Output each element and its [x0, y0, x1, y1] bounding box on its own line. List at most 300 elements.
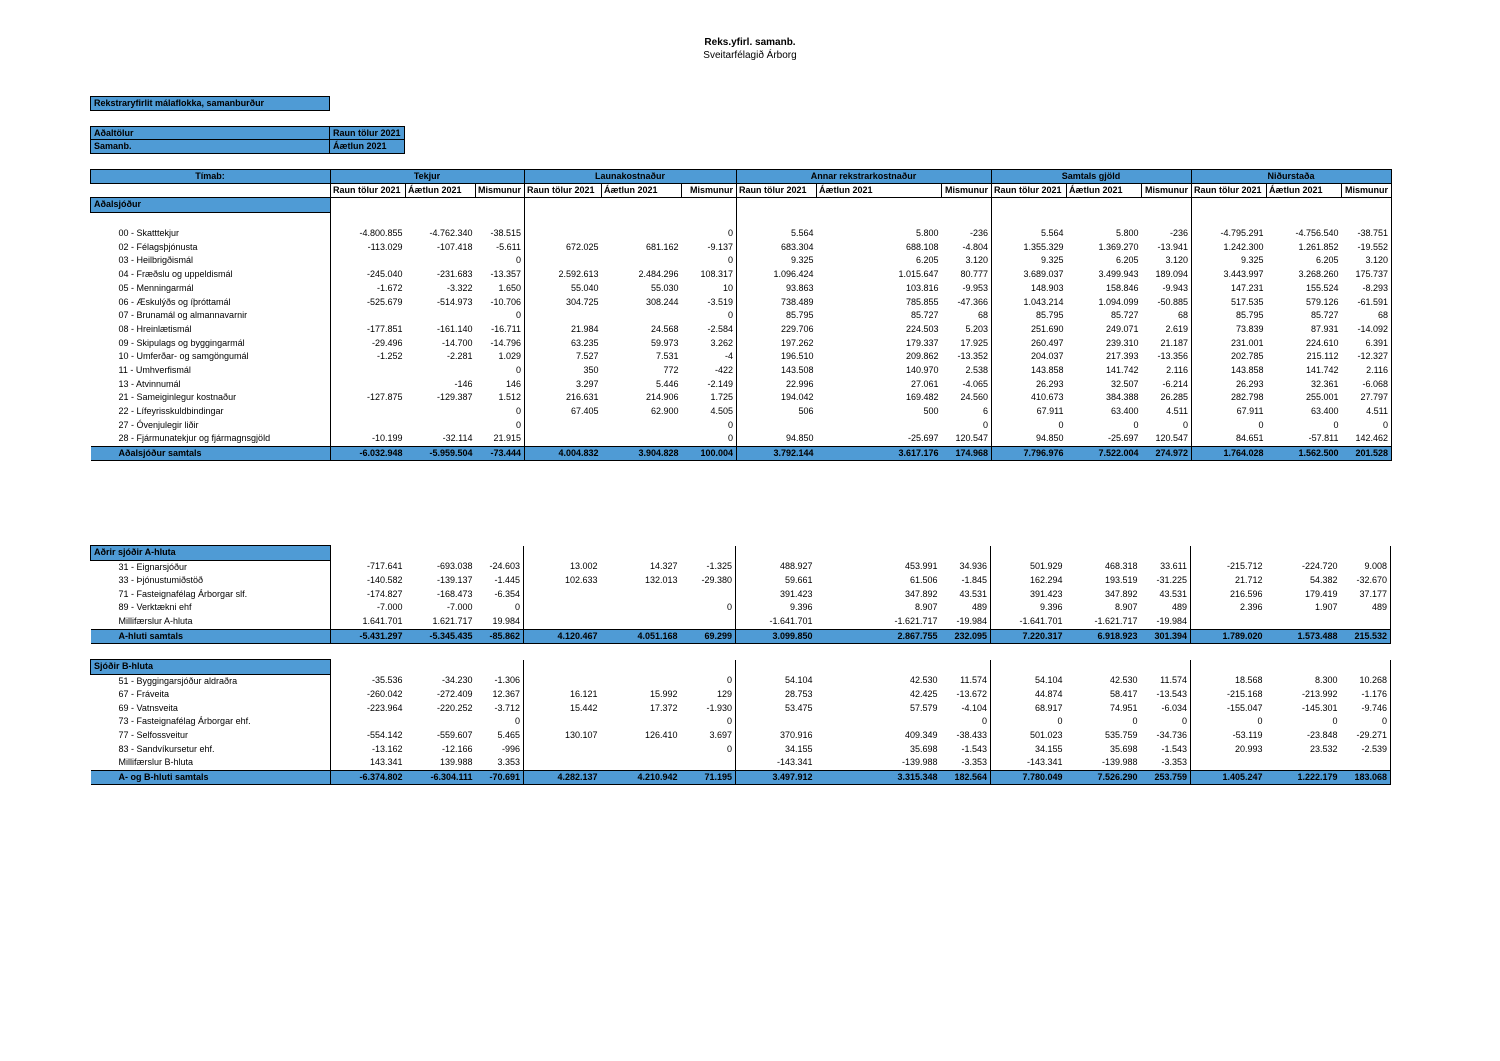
- cell-samtals-gjold-mismunur: 33.611: [1160, 561, 1187, 572]
- cell-nidurstada-mismunur: -14.092: [1342, 323, 1392, 337]
- cell-tekjur-raun: [331, 212, 406, 227]
- row-label: Millifærslur B-hluta: [118, 757, 194, 768]
- cell-nidurstada-mismunur: 37.177: [1341, 588, 1391, 602]
- cell-tekjur-mismunur: -5.611: [496, 241, 522, 252]
- table-row: [91, 588, 1391, 602]
- cell-launakostnadur-raun: 67.405: [525, 405, 602, 419]
- cell-launakostnadur-mismunur: -1.325: [706, 561, 732, 572]
- cell-launakostnadur-raun: [525, 419, 602, 433]
- table-row: [91, 743, 1391, 757]
- cell-nidurstada-mismunur: 10.268: [1341, 674, 1391, 688]
- cell-annar-rekstrarkostnadur-aetlun: 224.503: [905, 323, 939, 334]
- cell-launakostnadur-mismunur: 1.725: [710, 392, 734, 403]
- cell-annar-rekstrarkostnadur-mismunur: -47.366: [957, 296, 989, 307]
- cell-tekjur-mismunur: 21.915: [493, 433, 522, 444]
- table-row: [91, 756, 1391, 770]
- cell-samtals-gjold-mismunur: 2.116: [1166, 364, 1189, 375]
- cell-annar-rekstrarkostnadur-aetlun: [816, 546, 941, 561]
- cell-nidurstada-raun: 21.712: [1191, 574, 1266, 588]
- cell-nidurstada-aetlun: [1266, 615, 1341, 629]
- cell-nidurstada-aetlun: 0: [1332, 716, 1338, 727]
- cell-samtals-gjold-raun: 9.325: [992, 254, 1067, 268]
- cell-nidurstada-aetlun: 8.300: [1314, 675, 1338, 686]
- adalsjodur-table: [90, 169, 1392, 461]
- cell-tekjur-mismunur: -996: [501, 743, 520, 754]
- cell-launakostnadur-aetlun: [601, 756, 681, 770]
- cell-annar-rekstrarkostnadur-raun: 34.155: [736, 743, 816, 757]
- table-row: [91, 560, 1391, 574]
- cell-launakostnadur-aetlun: [601, 546, 681, 561]
- cell-nidurstada-raun: 1.764.028: [1192, 446, 1267, 461]
- row-label: 27 - Óvenjulegir liðir: [118, 419, 199, 430]
- cell-launakostnadur-aetlun: 14.327: [649, 561, 678, 572]
- row-label: 11 - Umhverfismál: [118, 364, 191, 375]
- cell-samtals-gjold-mismunur: 21.187: [1160, 337, 1189, 348]
- cell-samtals-gjold-raun: 501.929: [991, 560, 1066, 574]
- cell-launakostnadur-raun: 2.592.613: [525, 268, 602, 282]
- cell-samtals-gjold-mismunur: 2.619: [1165, 323, 1189, 334]
- table-row: [91, 295, 1392, 309]
- document-title-block: [0, 37, 1500, 62]
- cell-launakostnadur-mismunur: 3.697: [709, 730, 732, 741]
- cell-nidurstada-raun: 231.001: [1192, 337, 1267, 351]
- cell-annar-rekstrarkostnadur-aetlun: 1.015.647: [898, 269, 939, 280]
- group-header-tekjur: Tekjur: [331, 170, 525, 184]
- cell-samtals-gjold-raun: [991, 660, 1066, 675]
- cell-annar-rekstrarkostnadur-raun: 506: [737, 405, 817, 419]
- subheader-cell-annar-rekstrarkostnadur-aetlun: Áætlun 2021: [817, 184, 942, 198]
- cell-launakostnadur-aetlun: [602, 198, 682, 213]
- cell-nidurstada-mismunur: 183.068: [1341, 770, 1391, 785]
- cell-tekjur-raun: -13.162: [331, 743, 406, 757]
- cell-launakostnadur-mismunur: [681, 756, 736, 770]
- cell-annar-rekstrarkostnadur-aetlun: 85.727: [910, 310, 939, 321]
- cell-nidurstada-aetlun: 32.361: [1310, 378, 1339, 389]
- cell-samtals-gjold-aetlun: [1067, 212, 1142, 227]
- subheader-spacer: [91, 184, 331, 198]
- cell-samtals-gjold-aetlun: 7.526.290: [1066, 770, 1141, 785]
- cell-tekjur-mismunur: 12.367: [492, 689, 520, 700]
- cell-annar-rekstrarkostnadur-aetlun: 409.349: [904, 730, 938, 741]
- cell-nidurstada-raun: 20.993: [1191, 743, 1266, 757]
- cell-tekjur-mismunur: [476, 198, 525, 213]
- cell-annar-rekstrarkostnadur-raun: -1.641.701: [736, 615, 816, 629]
- cell-annar-rekstrarkostnadur-mismunur: -4.804: [962, 241, 989, 252]
- cell-tekjur-aetlun: -14.700: [441, 337, 473, 348]
- cell-samtals-gjold-aetlun: 158.846: [1105, 282, 1139, 293]
- cell-samtals-gjold-raun: [992, 212, 1067, 227]
- cell-tekjur-raun: -140.582: [331, 574, 406, 588]
- cell-tekjur-mismunur: 146: [505, 378, 522, 389]
- cell-annar-rekstrarkostnadur-raun: 370.916: [736, 729, 816, 743]
- cell-samtals-gjold-aetlun: 141.742: [1105, 364, 1139, 375]
- cell-samtals-gjold-aetlun: 32.507: [1110, 378, 1139, 389]
- cell-launakostnadur-mismunur: 69.299: [681, 629, 736, 644]
- cell-tekjur-raun: 1.641.701: [331, 615, 406, 629]
- cell-nidurstada-raun: -53.119: [1191, 729, 1266, 743]
- cell-samtals-gjold-mismunur: [1141, 660, 1191, 675]
- column-group-header-row: [91, 170, 1392, 184]
- cell-annar-rekstrarkostnadur-raun: 194.042: [737, 391, 817, 405]
- cell-launakostnadur-mismunur: 100.004: [682, 446, 737, 461]
- cell-samtals-gjold-aetlun: 249.071: [1105, 323, 1139, 334]
- cell-launakostnadur-raun: 4.120.467: [524, 629, 601, 644]
- cell-annar-rekstrarkostnadur-aetlun: 785.855: [905, 296, 939, 307]
- cell-launakostnadur-mismunur: [682, 198, 737, 213]
- cell-nidurstada-aetlun: 1.573.488: [1266, 629, 1341, 644]
- cell-samtals-gjold-mismunur: 4.511: [1166, 406, 1189, 417]
- cell-tekjur-aetlun: -12.166: [441, 743, 473, 754]
- cell-annar-rekstrarkostnadur-raun: [736, 546, 816, 561]
- cell-annar-rekstrarkostnadur-mismunur: -19.984: [956, 616, 987, 627]
- table-row: [91, 364, 1392, 378]
- cell-tekjur-mismunur: 0: [514, 716, 520, 727]
- cell-annar-rekstrarkostnadur-aetlun: 103.816: [905, 282, 939, 293]
- cell-launakostnadur-raun: 350: [525, 364, 602, 378]
- cell-tekjur-raun: -35.536: [331, 674, 406, 688]
- cell-tekjur-mismunur: 1.512: [498, 392, 522, 403]
- cell-annar-rekstrarkostnadur-aetlun: 27.061: [910, 378, 939, 389]
- cell-annar-rekstrarkostnadur-raun: 1.096.424: [737, 268, 817, 282]
- cell-launakostnadur-mismunur: 129: [716, 689, 732, 700]
- cell-launakostnadur-aetlun: 15.992: [649, 689, 678, 700]
- cell-nidurstada-aetlun: 0: [1333, 419, 1339, 430]
- cell-launakostnadur-raun: [525, 227, 602, 241]
- cell-tekjur-mismunur: [476, 546, 524, 561]
- cell-tekjur-aetlun: -5.345.435: [406, 629, 476, 644]
- cell-nidurstada-aetlun: [1267, 212, 1342, 227]
- cell-launakostnadur-mismunur: 3.262: [710, 337, 734, 348]
- cell-nidurstada-mismunur: 215.532: [1341, 629, 1391, 644]
- cell-samtals-gjold-aetlun: [1066, 546, 1141, 561]
- table-row: [91, 337, 1392, 351]
- cell-nidurstada-mismunur: 489: [1341, 601, 1391, 615]
- cell-tekjur-mismunur: 19.984: [492, 616, 520, 627]
- cell-samtals-gjold-mismunur: 274.972: [1142, 446, 1192, 461]
- cell-samtals-gjold-mismunur: -3.353: [1161, 757, 1187, 768]
- row-label: 31 - Eignarsjóður: [118, 561, 188, 572]
- cell-annar-rekstrarkostnadur-mismunur: -1.845: [961, 575, 987, 586]
- cell-launakostnadur-mismunur: 10: [723, 282, 734, 293]
- cell-tekjur-raun: -4.800.855: [331, 227, 406, 241]
- cell-nidurstada-raun: 143.858: [1192, 364, 1267, 378]
- cell-annar-rekstrarkostnadur-aetlun: -139.988: [901, 757, 938, 768]
- cell-nidurstada-raun: [1191, 546, 1266, 561]
- cell-launakostnadur-aetlun: 772: [663, 364, 679, 375]
- table-row: [91, 419, 1392, 433]
- cell-annar-rekstrarkostnadur-raun: 3.497.912: [736, 770, 816, 785]
- cell-samtals-gjold-raun: 1.043.214: [992, 295, 1067, 309]
- cell-tekjur-raun: -10.199: [331, 432, 406, 446]
- cell-annar-rekstrarkostnadur-aetlun: 140.970: [905, 364, 939, 375]
- comparison-settings-block: [90, 126, 405, 154]
- cell-samtals-gjold-mismunur: [1141, 546, 1191, 561]
- cell-tekjur-raun: [331, 419, 406, 433]
- table-row: [91, 350, 1392, 364]
- group-header-launakostnadur: Launakostnaður: [525, 170, 737, 184]
- cell-launakostnadur-mismunur: 4.505: [710, 406, 734, 417]
- cell-tekjur-raun: [331, 198, 406, 213]
- cell-annar-rekstrarkostnadur-raun: 59.661: [736, 574, 816, 588]
- cell-annar-rekstrarkostnadur-raun: 196.510: [737, 350, 817, 364]
- cell-launakostnadur-raun: [524, 601, 601, 615]
- cell-samtals-gjold-mismunur: [1142, 198, 1192, 213]
- table-row: [91, 282, 1392, 296]
- row-label: 04 - Fræðslu og uppeldismál: [118, 269, 233, 280]
- cell-nidurstada-raun: [1192, 212, 1267, 227]
- cell-annar-rekstrarkostnadur-raun: [736, 660, 816, 675]
- row-label: 21 - Sameiginlegur kostnaður: [118, 392, 237, 403]
- cell-tekjur-raun: -525.679: [331, 295, 406, 309]
- cell-launakostnadur-aetlun: 126.410: [644, 730, 678, 741]
- subheader-cell-nidurstada-aetlun: Áætlun 2021: [1267, 184, 1342, 198]
- cell-samtals-gjold-aetlun: -139.988: [1101, 757, 1138, 768]
- cell-nidurstada-mismunur: -12.327: [1342, 350, 1392, 364]
- cell-annar-rekstrarkostnadur-mismunur: 34.936: [959, 561, 987, 572]
- cell-samtals-gjold-raun: 148.903: [992, 282, 1067, 296]
- cell-tekjur-mismunur: 1.029: [498, 351, 522, 362]
- cell-samtals-gjold-raun: 26.293: [992, 378, 1067, 392]
- cell-samtals-gjold-raun: 251.690: [992, 323, 1067, 337]
- cell-nidurstada-raun: 9.325: [1192, 254, 1267, 268]
- cell-annar-rekstrarkostnadur-raun: 391.423: [736, 588, 816, 602]
- cell-nidurstada-aetlun: 87.931: [1310, 323, 1339, 334]
- cell-launakostnadur-raun: [524, 588, 601, 602]
- cell-nidurstada-mismunur: 4.511: [1342, 405, 1392, 419]
- row-label: 05 - Menningarmál: [118, 282, 194, 293]
- cell-samtals-gjold-aetlun: 6.918.923: [1066, 629, 1141, 644]
- cell-samtals-gjold-mismunur: 0: [1181, 716, 1187, 727]
- cell-annar-rekstrarkostnadur-aetlun: -25.697: [907, 433, 939, 444]
- subheader-cell-nidurstada-raun: Raun tölur 2021: [1192, 184, 1267, 198]
- cell-launakostnadur-raun: 102.633: [524, 574, 601, 588]
- cell-annar-rekstrarkostnadur-aetlun: 179.337: [905, 337, 939, 348]
- table-row: [91, 268, 1392, 282]
- cell-launakostnadur-raun: 15.442: [524, 702, 601, 716]
- cell-launakostnadur-aetlun: 55.030: [650, 282, 679, 293]
- cell-tekjur-aetlun: [406, 212, 476, 227]
- cell-tekjur-mismunur: 0: [516, 255, 522, 266]
- sub-header-row: [91, 184, 1392, 198]
- cell-tekjur-aetlun: -107.418: [436, 241, 473, 252]
- cell-annar-rekstrarkostnadur-mismunur: 3.120: [965, 255, 989, 266]
- meta-row-samanb: [90, 140, 405, 154]
- table-row: [91, 309, 1392, 323]
- cell-tekjur-aetlun: [406, 405, 476, 419]
- cell-samtals-gjold-aetlun: -1.621.717: [1094, 616, 1138, 627]
- cell-nidurstada-aetlun: -4.756.540: [1295, 228, 1339, 239]
- cell-nidurstada-aetlun: -213.992: [1301, 689, 1338, 700]
- cell-annar-rekstrarkostnadur-mismunur: 5.203: [965, 323, 989, 334]
- cell-launakostnadur-raun: [525, 309, 602, 323]
- cell-nidurstada-mismunur: 0: [1342, 419, 1392, 433]
- group-header-nidurstada: Niðurstaða: [1192, 170, 1392, 184]
- cell-tekjur-mismunur: -13.357: [490, 269, 522, 280]
- cell-nidurstada-aetlun: 179.419: [1304, 588, 1338, 599]
- cell-tekjur-raun: 143.341: [331, 756, 406, 770]
- cell-annar-rekstrarkostnadur-mismunur: 17.925: [960, 337, 989, 348]
- cell-samtals-gjold-raun: 162.294: [991, 574, 1066, 588]
- row-label: 10 - Umferðar- og samgöngumál: [118, 351, 249, 362]
- cell-tekjur-mismunur: [476, 212, 525, 227]
- cell-tekjur-aetlun: -5.959.504: [406, 446, 476, 461]
- cell-annar-rekstrarkostnadur-raun: 93.863: [737, 282, 817, 296]
- cell-nidurstada-mismunur: -32.670: [1341, 574, 1391, 588]
- cell-tekjur-mismunur: 0: [516, 364, 522, 375]
- cell-samtals-gjold-aetlun: 35.698: [1109, 743, 1138, 754]
- section-title: Aðrir sjóðir A-hluta: [91, 546, 331, 561]
- cell-tekjur-raun: -6.374.802: [331, 770, 406, 785]
- row-label: 71 - Fasteignafélag Árborgar slf.: [118, 588, 248, 599]
- cell-launakostnadur-mismunur: [681, 660, 736, 675]
- cell-launakostnadur-mismunur: 0: [726, 602, 732, 613]
- cell-tekjur-raun: -29.496: [331, 337, 406, 351]
- cell-annar-rekstrarkostnadur-mismunur: -236: [970, 228, 989, 239]
- cell-tekjur-raun: -174.827: [331, 588, 406, 602]
- row-label: 51 - Byggingarsjóður aldraðra: [118, 675, 238, 686]
- cell-annar-rekstrarkostnadur-raun: 9.325: [737, 254, 817, 268]
- cell-samtals-gjold-raun: 44.874: [991, 688, 1066, 702]
- cell-launakostnadur-aetlun: [601, 601, 681, 615]
- cell-annar-rekstrarkostnadur-raun: 85.795: [737, 309, 817, 323]
- cell-annar-rekstrarkostnadur-raun: [737, 419, 817, 433]
- cell-samtals-gjold-aetlun: 6.205: [1115, 255, 1139, 266]
- cell-annar-rekstrarkostnadur-mismunur: 6: [983, 406, 989, 417]
- doc-title: Reks.yfirl. samanb.: [704, 37, 796, 48]
- cell-samtals-gjold-aetlun: [1066, 660, 1141, 675]
- cell-samtals-gjold-aetlun: 468.318: [1104, 561, 1138, 572]
- cell-nidurstada-mismunur: [1342, 212, 1392, 227]
- cell-samtals-gjold-raun: 7.220.317: [991, 629, 1066, 644]
- cell-nidurstada-aetlun: [1266, 756, 1341, 770]
- cell-annar-rekstrarkostnadur-mismunur: 120.547: [955, 433, 989, 444]
- subheader-cell-tekjur-aetlun: Áætlun 2021: [406, 184, 476, 198]
- cell-nidurstada-aetlun: 579.126: [1305, 296, 1339, 307]
- cell-tekjur-aetlun: [406, 198, 476, 213]
- cell-tekjur-mismunur: 0: [514, 602, 520, 613]
- subheader-cell-launakostnadur-aetlun: Áætlun 2021: [602, 184, 682, 198]
- cell-tekjur-mismunur: -85.862: [476, 629, 524, 644]
- cell-nidurstada-aetlun: [1267, 198, 1342, 213]
- total-label: A-hluti samtals: [91, 629, 331, 644]
- cell-nidurstada-mismunur: 2.116: [1342, 364, 1392, 378]
- cell-launakostnadur-aetlun: [601, 743, 681, 757]
- cell-annar-rekstrarkostnadur-mismunur: 489: [971, 602, 987, 613]
- cell-annar-rekstrarkostnadur-aetlun: [816, 660, 941, 675]
- cell-nidurstada-aetlun: 6.205: [1315, 255, 1339, 266]
- cell-nidurstada-raun: -215.168: [1191, 688, 1266, 702]
- cell-annar-rekstrarkostnadur-mismunur: [942, 212, 992, 227]
- cell-nidurstada-aetlun: 1.261.852: [1298, 241, 1339, 252]
- cell-nidurstada-raun: 0: [1192, 419, 1267, 433]
- cell-tekjur-aetlun: -139.137: [436, 575, 473, 586]
- cell-launakostnadur-aetlun: [602, 432, 682, 446]
- cell-tekjur-aetlun: -34.230: [441, 675, 473, 686]
- subheader-cell-samtals-gjold-raun: Raun tölur 2021: [992, 184, 1067, 198]
- cell-annar-rekstrarkostnadur-mismunur: -3.353: [961, 757, 987, 768]
- cell-tekjur-raun: [331, 309, 406, 323]
- report-header: Rekstraryfirlit málaflokka, samanburður: [90, 96, 330, 111]
- cell-nidurstada-mismunur: -9.746: [1341, 702, 1391, 716]
- cell-samtals-gjold-aetlun: 42.530: [1109, 675, 1138, 686]
- spacer-row: [91, 212, 1392, 227]
- cell-samtals-gjold-raun: -143.341: [991, 756, 1066, 770]
- cell-launakostnadur-aetlun: 17.372: [649, 702, 678, 713]
- cell-annar-rekstrarkostnadur-mismunur: -4.104: [961, 702, 987, 713]
- doc-subtitle: Sveitarfélagið Árborg: [703, 50, 797, 61]
- cell-launakostnadur-mismunur: -2.584: [707, 323, 734, 334]
- cell-samtals-gjold-raun: 3.689.037: [992, 268, 1067, 282]
- cell-samtals-gjold-aetlun: -25.697: [1107, 433, 1139, 444]
- cell-tekjur-mismunur: -38.515: [490, 228, 522, 239]
- cell-annar-rekstrarkostnadur-raun: 3.099.850: [736, 629, 816, 644]
- cell-samtals-gjold-aetlun: [1067, 198, 1142, 213]
- cell-annar-rekstrarkostnadur-mismunur: 11.574: [960, 675, 987, 686]
- cell-annar-rekstrarkostnadur-aetlun: 2.867.755: [816, 629, 941, 644]
- cell-samtals-gjold-mismunur: -34.736: [1156, 730, 1187, 741]
- cell-annar-rekstrarkostnadur-aetlun: [817, 419, 942, 433]
- cell-nidurstada-aetlun: 224.610: [1305, 337, 1339, 348]
- cell-tekjur-raun: -5.431.297: [331, 629, 406, 644]
- cell-tekjur-raun: -1.252: [331, 350, 406, 364]
- group-header-annar-rekstrarkostnadur: Annar rekstrarkostnaður: [737, 170, 992, 184]
- cell-nidurstada-mismunur: -6.068: [1342, 378, 1392, 392]
- cell-annar-rekstrarkostnadur-raun: -143.341: [736, 756, 816, 770]
- table-row: [91, 227, 1392, 241]
- cell-nidurstada-aetlun: [1266, 546, 1341, 561]
- cell-nidurstada-mismunur: [1341, 660, 1391, 675]
- cell-nidurstada-raun: [1191, 660, 1266, 675]
- cell-samtals-gjold-mismunur: 120.547: [1155, 433, 1189, 444]
- cell-tekjur-raun: -260.042: [331, 688, 406, 702]
- cell-nidurstada-raun: [1191, 756, 1266, 770]
- row-label: 77 - Selfossveitur: [118, 730, 189, 741]
- cell-launakostnadur-aetlun: 24.568: [650, 323, 679, 334]
- cell-nidurstada-raun: [1192, 198, 1267, 213]
- cell-samtals-gjold-mismunur: 253.759: [1141, 770, 1191, 785]
- cell-nidurstada-aetlun: 1.222.179: [1266, 770, 1341, 785]
- cell-annar-rekstrarkostnadur-raun: 28.753: [736, 688, 816, 702]
- cell-samtals-gjold-mismunur: -31.225: [1156, 575, 1187, 586]
- cell-nidurstada-mismunur: 3.120: [1342, 254, 1392, 268]
- cell-annar-rekstrarkostnadur-aetlun: 3.617.176: [817, 446, 942, 461]
- cell-tekjur-aetlun: -2.281: [446, 351, 473, 362]
- subheader-cell-nidurstada-mismunur: Mismunur: [1342, 184, 1392, 198]
- cell-nidurstada-raun: -4.795.291: [1192, 227, 1267, 241]
- cell-nidurstada-mismunur: 175.737: [1342, 268, 1392, 282]
- cell-launakostnadur-aetlun: [601, 660, 681, 675]
- cell-launakostnadur-aetlun: [601, 715, 681, 729]
- cell-nidurstada-aetlun: 255.001: [1305, 392, 1339, 403]
- subheader-cell-tekjur-raun: Raun tölur 2021: [331, 184, 406, 198]
- cell-annar-rekstrarkostnadur-mismunur: -4.065: [962, 378, 989, 389]
- cell-launakostnadur-aetlun: 214.906: [645, 392, 679, 403]
- meta-row-adaltolur: [90, 126, 405, 140]
- cell-tekjur-aetlun: -220.252: [436, 702, 473, 713]
- cell-nidurstada-mismunur: -61.591: [1342, 295, 1392, 309]
- total-label: Aðalsjóður samtals: [91, 446, 331, 461]
- cell-samtals-gjold-aetlun: 0: [1133, 419, 1139, 430]
- cell-annar-rekstrarkostnadur-raun: [737, 198, 817, 213]
- cell-launakostnadur-raun: 304.725: [525, 295, 602, 309]
- cell-launakostnadur-aetlun: [602, 227, 682, 241]
- cell-tekjur-raun: -223.964: [331, 702, 406, 716]
- cell-nidurstada-raun: 202.785: [1192, 350, 1267, 364]
- cell-launakostnadur-aetlun: 308.244: [645, 296, 679, 307]
- total-label: A- og B-hluti samtals: [91, 770, 331, 785]
- row-label: 67 - Fráveita: [118, 689, 170, 700]
- row-label: 28 - Fjármunatekjur og fjármagnsgjöld: [118, 433, 271, 444]
